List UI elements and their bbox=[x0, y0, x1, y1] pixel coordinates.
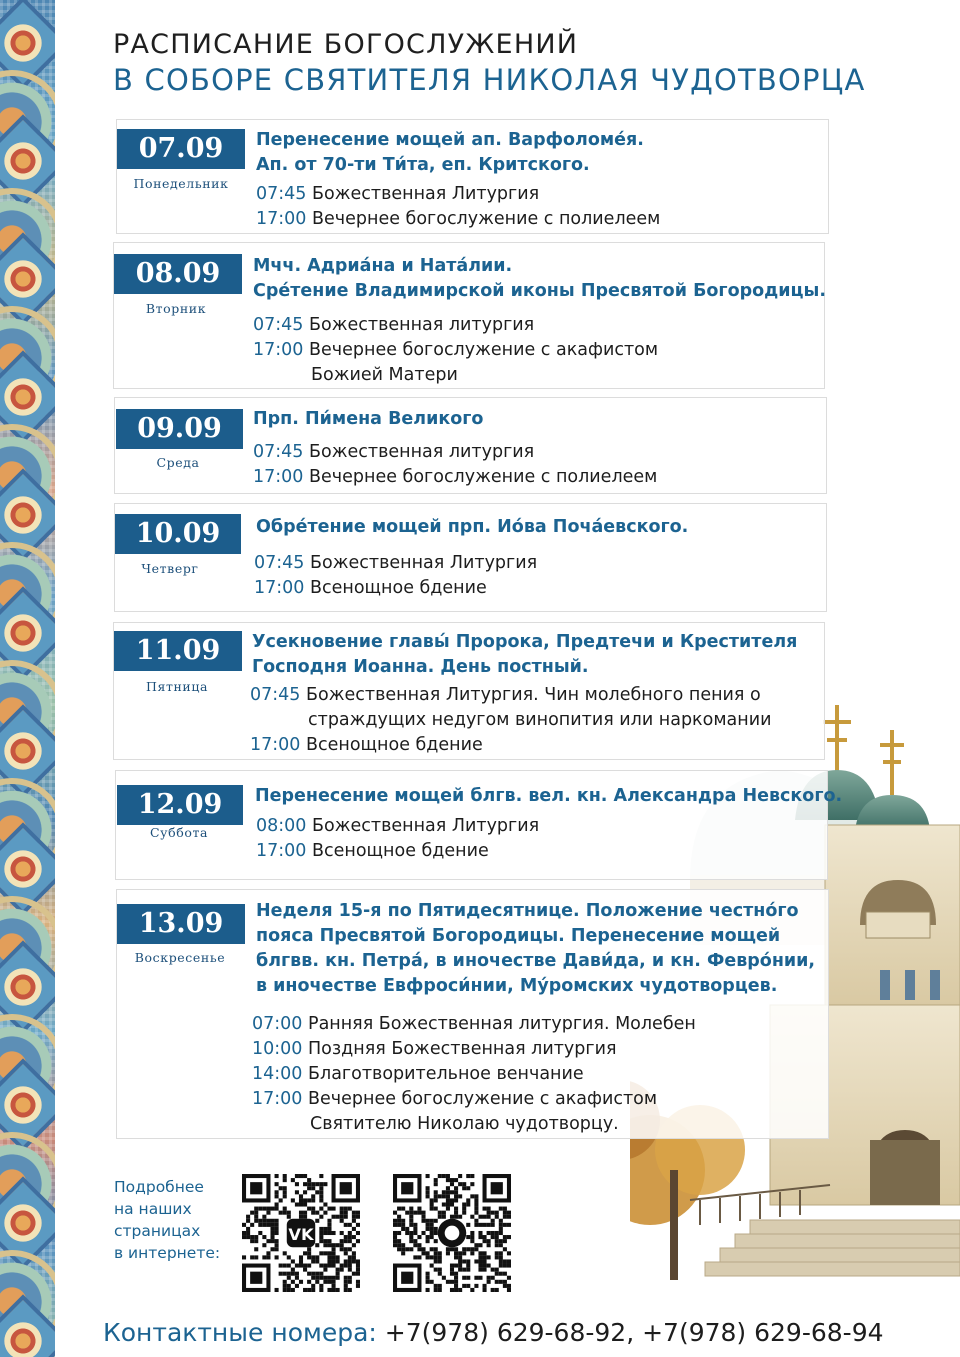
service-time: 07:45 bbox=[253, 315, 304, 335]
service-item bbox=[253, 465, 657, 490]
date-badge: 10.09 bbox=[115, 514, 241, 554]
service-text: Божественная Литургия bbox=[310, 553, 538, 573]
title-line-1: РАСПИСАНИЕ БОГОСЛУЖЕНИЙ bbox=[113, 29, 579, 60]
feast-title bbox=[256, 899, 815, 999]
service-text-cont: страждущих недугом винопития или наркомании bbox=[308, 710, 772, 730]
service-list bbox=[250, 683, 771, 758]
service-list bbox=[256, 182, 660, 232]
mosaic-border bbox=[0, 0, 55, 1357]
service-time: 07:45 bbox=[256, 184, 307, 204]
service-time: 07:45 bbox=[250, 685, 301, 705]
service-text: Вечернее богослужение с полиелеем bbox=[309, 467, 658, 487]
service-time: 07:45 bbox=[253, 442, 304, 462]
weekday-label: Вторник bbox=[145, 301, 207, 316]
service-item bbox=[252, 1037, 696, 1062]
caption-line: страницах bbox=[114, 1222, 201, 1240]
service-text: Божественная Литургия. Чин молебного пения о bbox=[306, 685, 761, 705]
service-item bbox=[252, 1062, 696, 1087]
service-item bbox=[254, 576, 537, 601]
service-item bbox=[252, 1087, 696, 1112]
feast-line: Сре́тение Владимирской иконы Пресвятой Богородицы. bbox=[253, 281, 826, 301]
service-item bbox=[256, 814, 539, 839]
feast-line: Усекновение главы́ Пророка, Предтечи и Крестителя bbox=[252, 632, 798, 652]
qr-code-website[interactable] bbox=[393, 1174, 511, 1292]
service-item bbox=[256, 839, 539, 864]
service-item bbox=[256, 207, 660, 232]
weekday-label: Воскресенье bbox=[134, 950, 226, 965]
service-list bbox=[256, 814, 539, 864]
feast-line: Ап. от 70-ти Ти́та, еп. Критского. bbox=[256, 155, 590, 175]
schedule-day-1209 bbox=[115, 770, 843, 880]
weekday-label: Понедельник bbox=[133, 176, 229, 191]
schedule-day-0809 bbox=[113, 242, 825, 389]
service-time: 17:00 bbox=[253, 467, 304, 487]
schedule-day-0709 bbox=[116, 119, 829, 234]
service-text: Вечернее богослужение с акафистом bbox=[309, 340, 659, 360]
service-text: Вечернее богослужение с полиелеем bbox=[312, 209, 661, 229]
service-text: Всенощное бдение bbox=[312, 841, 489, 861]
caption-line: в интернете: bbox=[114, 1244, 221, 1262]
page-title bbox=[113, 28, 866, 98]
service-time: 08:00 bbox=[256, 816, 307, 836]
service-text: Поздняя Божественная литургия bbox=[308, 1039, 617, 1059]
date-badge: 11.09 bbox=[114, 631, 242, 671]
caption-line: Подробнее bbox=[114, 1178, 204, 1196]
date-badge: 12.09 bbox=[117, 785, 243, 825]
schedule-day-1309 bbox=[116, 889, 829, 1139]
feast-line: блгвв. кн. Петра́, в иночестве Дави́да, и кн. Февро́нии, bbox=[256, 951, 816, 971]
feast-line: в иночестве Евфроси́нии, Му́ромских чудотворцев. bbox=[256, 976, 778, 996]
vk-logo-text: VK bbox=[288, 1224, 314, 1244]
weekday-label: Пятница bbox=[145, 679, 209, 694]
feast-title bbox=[256, 128, 644, 178]
service-item bbox=[254, 551, 537, 576]
feast-title bbox=[253, 407, 483, 432]
service-text: Всенощное бдение bbox=[306, 735, 483, 755]
service-text: Божественная Литургия bbox=[312, 816, 540, 836]
service-text: Божественная Литургия bbox=[312, 184, 540, 204]
service-text: Благотворительное венчание bbox=[308, 1064, 584, 1084]
feast-line: Перенесение мощей ап. Варфоломе́я. bbox=[256, 130, 644, 150]
service-item bbox=[252, 1012, 696, 1037]
service-text: Ранняя Божественная литургия. Молебен bbox=[308, 1014, 696, 1034]
feast-title bbox=[252, 630, 797, 680]
contacts-line bbox=[103, 1318, 884, 1347]
feast-line: Неделя 15-я по Пятидесятнице. Положение честно́го bbox=[256, 901, 799, 921]
service-item bbox=[250, 733, 771, 758]
title-line-2: В СОБОРЕ СВЯТИТЕЛЯ НИКОЛАЯ ЧУДОТВОРЦА bbox=[113, 63, 866, 97]
feast-line: Мчч. Адриа́на и Ната́лии. bbox=[253, 256, 513, 276]
service-list bbox=[254, 551, 537, 601]
caption-line: на наших bbox=[114, 1200, 192, 1218]
service-item bbox=[253, 338, 658, 363]
feast-line: Обре́тение мощей прп. Ио́ва Поча́евского. bbox=[256, 517, 689, 537]
service-item bbox=[250, 708, 771, 733]
service-time: 17:00 bbox=[250, 735, 301, 755]
contacts-label: Контактные номера: bbox=[103, 1318, 377, 1347]
service-item bbox=[250, 683, 771, 708]
contacts-phones[interactable]: +7(978) 629-68-92, +7(978) 629-68-94 bbox=[384, 1318, 884, 1347]
date-badge: 08.09 bbox=[114, 254, 242, 294]
service-time: 10:00 bbox=[252, 1039, 303, 1059]
service-time: 17:00 bbox=[256, 209, 307, 229]
service-time: 17:00 bbox=[252, 1089, 303, 1109]
weekday-label: Среда bbox=[156, 455, 200, 470]
feast-title bbox=[253, 254, 826, 304]
service-time: 07:00 bbox=[252, 1014, 303, 1034]
service-time: 07:45 bbox=[254, 553, 305, 573]
schedule-day-1009 bbox=[114, 503, 827, 612]
schedule-day-1109 bbox=[113, 622, 825, 760]
feast-title bbox=[256, 515, 688, 540]
feast-line: Прп. Пи́мена Великого bbox=[253, 409, 484, 429]
service-text-cont: Божией Матери bbox=[311, 365, 458, 385]
date-badge: 07.09 bbox=[117, 129, 245, 169]
service-list bbox=[253, 313, 658, 388]
service-item bbox=[256, 182, 660, 207]
service-time: 17:00 bbox=[256, 841, 307, 861]
service-text-cont: Святителю Николаю чудотворцу. bbox=[310, 1114, 619, 1134]
service-time: 14:00 bbox=[252, 1064, 303, 1084]
feast-line: Господня Иоанна. День постный. bbox=[252, 657, 589, 677]
date-badge: 13.09 bbox=[117, 904, 245, 944]
schedule-day-0909 bbox=[114, 397, 827, 494]
weekday-label: Четверг bbox=[141, 561, 199, 576]
service-time: 17:00 bbox=[254, 578, 305, 598]
date-badge: 09.09 bbox=[116, 409, 243, 449]
service-time: 17:00 bbox=[253, 340, 304, 360]
service-text: Вечернее богослужение с акафистом bbox=[308, 1089, 658, 1109]
qr-code-vk[interactable] bbox=[242, 1174, 360, 1292]
weekday-label: Суббота bbox=[149, 825, 209, 840]
service-item bbox=[253, 313, 658, 338]
service-text: Всенощное бдение bbox=[310, 578, 487, 598]
service-text: Божественная литургия bbox=[309, 315, 535, 335]
feast-line: пояса Пресвятой Богородицы. Перенесение мощей bbox=[256, 926, 781, 946]
service-list bbox=[252, 1012, 696, 1137]
service-list bbox=[253, 440, 657, 490]
feast-title bbox=[255, 784, 842, 809]
web-links-caption bbox=[114, 1176, 220, 1264]
service-item bbox=[253, 440, 657, 465]
service-text: Божественная литургия bbox=[309, 442, 535, 462]
service-item bbox=[253, 363, 658, 388]
feast-line: Перенесение мощей блгв. вел. кн. Александра Невского. bbox=[255, 786, 843, 806]
service-item bbox=[252, 1112, 696, 1137]
